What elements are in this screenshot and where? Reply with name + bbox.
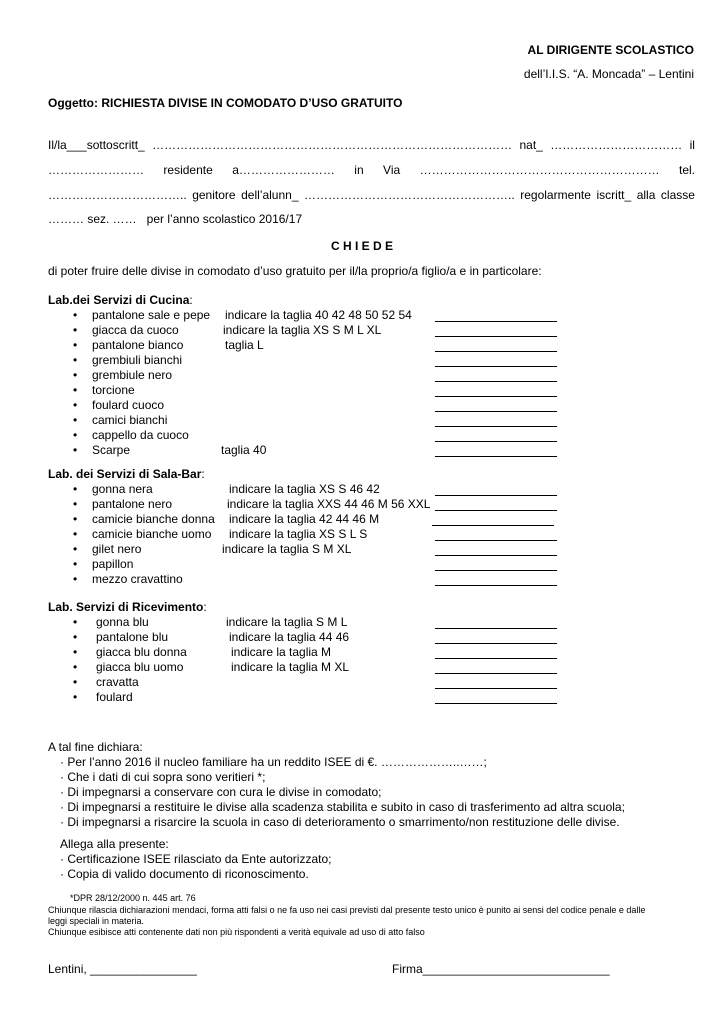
item-label: camicie bianche uomo: [92, 527, 212, 541]
item-label: camici bianchi: [92, 413, 168, 427]
signature-field[interactable]: Firma____________________________: [392, 962, 610, 976]
size-entry-line[interactable]: [435, 366, 557, 367]
size-entry-line[interactable]: [435, 336, 557, 337]
bullet-icon: •: [73, 690, 78, 704]
size-entry-line[interactable]: [435, 673, 557, 674]
item-size-hint: taglia L: [225, 338, 264, 352]
intro-word: ………………………………………………………………………………: [152, 138, 513, 152]
item-label: cappello da cuoco: [92, 428, 189, 442]
size-entry-line[interactable]: [432, 525, 554, 526]
bullet-icon: •: [73, 383, 78, 397]
item-label: giacca blu uomo: [96, 660, 184, 674]
size-entry-line[interactable]: [435, 628, 557, 629]
intro-line-4: ……… sez. …… per l’anno scolastico 2016/17: [48, 212, 303, 226]
bullet-icon: •: [73, 645, 78, 659]
item-label: gilet nero: [92, 542, 142, 556]
item-label: pantalone nero: [92, 497, 173, 511]
declaration-point: · Di impegnarsi a restituire le divise alla scadenza stabilita e subito in caso di trasferimento ad altra scuola;: [60, 800, 625, 814]
item-size-hint: indicare la taglia 44 46: [229, 630, 350, 644]
size-entry-line[interactable]: [435, 351, 557, 352]
intro-word: alla: [636, 188, 656, 202]
size-entry-line[interactable]: [435, 688, 557, 689]
item-label: giacca da cuoco: [92, 323, 179, 337]
size-entry-line[interactable]: [435, 495, 557, 496]
size-entry-line[interactable]: [435, 456, 557, 457]
bullet-icon: •: [73, 338, 78, 352]
declaration-title: A tal fine dichiara:: [48, 740, 143, 754]
item-label: camicie bianche donna: [92, 512, 215, 526]
intro-word: ……………………: [48, 163, 144, 177]
request-text: di poter fruire delle divise in comodato d’uso gratuito per il/la proprio/a figlio/a e in particolare:: [48, 264, 542, 278]
place-date-field[interactable]: Lentini, ________________: [48, 962, 197, 976]
section-title-salabar: Lab. dei Servizi di Sala-Bar:: [48, 467, 205, 481]
section-title-text: Lab.dei Servizi di Cucina: [48, 293, 190, 307]
intro-line-2: [48, 163, 695, 177]
intro-line-3: [48, 188, 695, 202]
item-size-hint: indicare la taglia S M L: [226, 615, 348, 629]
item-label: cravatta: [96, 675, 139, 689]
item-label: foulard: [96, 690, 133, 704]
size-entry-line[interactable]: [435, 441, 557, 442]
item-size-hint: indicare la taglia 42 44 46 M: [229, 512, 380, 526]
item-size-hint: taglia 40: [221, 443, 267, 457]
item-label: gonna blu: [96, 615, 149, 629]
bullet-icon: •: [73, 615, 78, 629]
footnote-ref: *DPR 28/12/2000 n. 445 art. 76: [70, 893, 196, 903]
section-title-cucina: Lab.dei Servizi di Cucina:: [48, 293, 193, 307]
item-size-hint: indicare la taglia S M XL: [222, 542, 352, 556]
size-entry-line[interactable]: [435, 555, 557, 556]
attachment-point: · Copia di valido documento di riconoscimento.: [60, 867, 309, 881]
section-title-text: Lab. dei Servizi di Sala-Bar: [48, 467, 202, 481]
intro-word: ……………………………………………..: [304, 188, 515, 202]
bullet-icon: •: [73, 557, 78, 571]
declaration-point: · Per l’anno 2016 il nucleo familiare ha un reddito ISEE di €. ………………..……;: [60, 755, 487, 769]
attachments-title: Allega alla presente:: [60, 837, 169, 851]
item-label: torcione: [92, 383, 135, 397]
intro-word: genitore: [192, 188, 236, 202]
intro-word: dell’alunn_: [241, 188, 299, 202]
bullet-icon: •: [73, 353, 78, 367]
bullet-icon: •: [73, 368, 78, 382]
intro-word: ……………………………..: [48, 188, 187, 202]
item-label: papillon: [92, 557, 134, 571]
item-label: pantalone blu: [96, 630, 169, 644]
intro-word: in: [354, 163, 364, 177]
intro-word: ……………………………: [550, 138, 683, 152]
bullet-icon: •: [73, 512, 78, 526]
footnote-line: leggi speciali in materia.: [48, 916, 145, 926]
recipient: AL DIRIGENTE SCOLASTICO: [527, 43, 694, 57]
size-entry-line[interactable]: [435, 703, 557, 704]
footnote-line: Chiunque rilascia dichiarazioni mendaci, forma atti falsi o ne fa uso nei casi previsti dal presente testo unico è punito ai sensi del codice penale e dalle: [48, 905, 646, 915]
size-entry-line[interactable]: [435, 585, 557, 586]
intro-word: residente: [163, 163, 213, 177]
intro-word: tel.: [678, 163, 695, 177]
item-size-hint: indicare la taglia XS S M L XL: [223, 323, 382, 337]
intro-word: nat_: [519, 138, 543, 152]
footnote-line: Chiunque esibisce atti contenente dati non più rispondenti a verità equivale ad uso di atto falso: [48, 927, 425, 937]
bullet-icon: •: [73, 323, 78, 337]
item-label: grembiuli bianchi: [92, 353, 183, 367]
item-label: pantalone sale e pepe: [92, 308, 211, 322]
item-size-hint: indicare la taglia 40 42 48 50 52 54: [225, 308, 412, 322]
item-size-hint: indicare la taglia XXS 44 46 M 56 XXL: [227, 497, 431, 511]
bullet-icon: •: [73, 660, 78, 674]
item-label: foulard cuoco: [92, 398, 165, 412]
section-title-ricevimento: Lab. Servizi di Ricevimento:: [48, 600, 207, 614]
intro-word: regolarmente: [520, 188, 591, 202]
bullet-icon: •: [73, 398, 78, 412]
intro-word: classe: [660, 188, 695, 202]
item-size-hint: indicare la taglia M: [231, 645, 332, 659]
size-entry-line[interactable]: [435, 658, 557, 659]
size-entry-line[interactable]: [435, 510, 557, 511]
size-entry-line[interactable]: [435, 381, 557, 382]
item-size-hint: indicare la taglia XS S L S: [229, 527, 368, 541]
bullet-icon: •: [73, 482, 78, 496]
request-heading: C H I E D E: [330, 239, 393, 253]
intro-line-1: [48, 138, 695, 152]
declaration-point: · Di impegnarsi a risarcire la scuola in caso di deterioramento o smarrimento/non restituzione delle divise.: [60, 815, 620, 829]
size-entry-line[interactable]: [435, 321, 557, 322]
item-label: gonna nera: [92, 482, 153, 496]
declaration-point: · Di impegnarsi a conservare con cura le divise in comodato;: [60, 785, 382, 799]
bullet-icon: •: [73, 443, 78, 457]
bullet-icon: •: [73, 308, 78, 322]
item-size-hint: indicare la taglia M XL: [231, 660, 350, 674]
bullet-icon: •: [73, 527, 78, 541]
item-label: mezzo cravattino: [92, 572, 183, 586]
bullet-icon: •: [73, 630, 78, 644]
bullet-icon: •: [73, 542, 78, 556]
institute-name: dell’I.I.S. “A. Moncada” – Lentini: [523, 67, 694, 81]
attachment-point: · Certificazione ISEE rilasciato da Ente autorizzato;: [60, 852, 332, 866]
intro-word: iscritt_: [596, 188, 632, 202]
intro-word: ……………………………………………………: [419, 163, 660, 177]
bullet-icon: •: [73, 497, 78, 511]
intro-word: Il/la___sottoscritt_: [48, 138, 145, 152]
item-label: giacca blu donna: [96, 645, 187, 659]
size-entry-line[interactable]: [435, 643, 557, 644]
size-entry-line[interactable]: [435, 540, 557, 541]
intro-word: Via: [383, 163, 401, 177]
bullet-icon: •: [73, 675, 78, 689]
item-label: grembiule nero: [92, 368, 173, 382]
bullet-icon: •: [73, 572, 78, 586]
intro-word: a……………………: [232, 163, 335, 177]
item-label: Scarpe: [92, 443, 131, 457]
subject-line: Oggetto: RICHIESTA DIVISE IN COMODATO D’USO GRATUITO: [48, 96, 403, 110]
size-entry-line[interactable]: [435, 426, 557, 427]
item-label: pantalone bianco: [92, 338, 184, 352]
bullet-icon: •: [73, 413, 78, 427]
item-size-hint: indicare la taglia XS S 46 42: [229, 482, 380, 496]
size-entry-line[interactable]: [435, 411, 557, 412]
size-entry-line[interactable]: [435, 396, 557, 397]
intro-word: il: [689, 138, 695, 152]
bullet-icon: •: [73, 428, 78, 442]
declaration-point: · Che i dati di cui sopra sono veritieri *;: [60, 770, 266, 784]
section-title-text: Lab. Servizi di Ricevimento: [48, 600, 204, 614]
size-entry-line[interactable]: [435, 570, 557, 571]
